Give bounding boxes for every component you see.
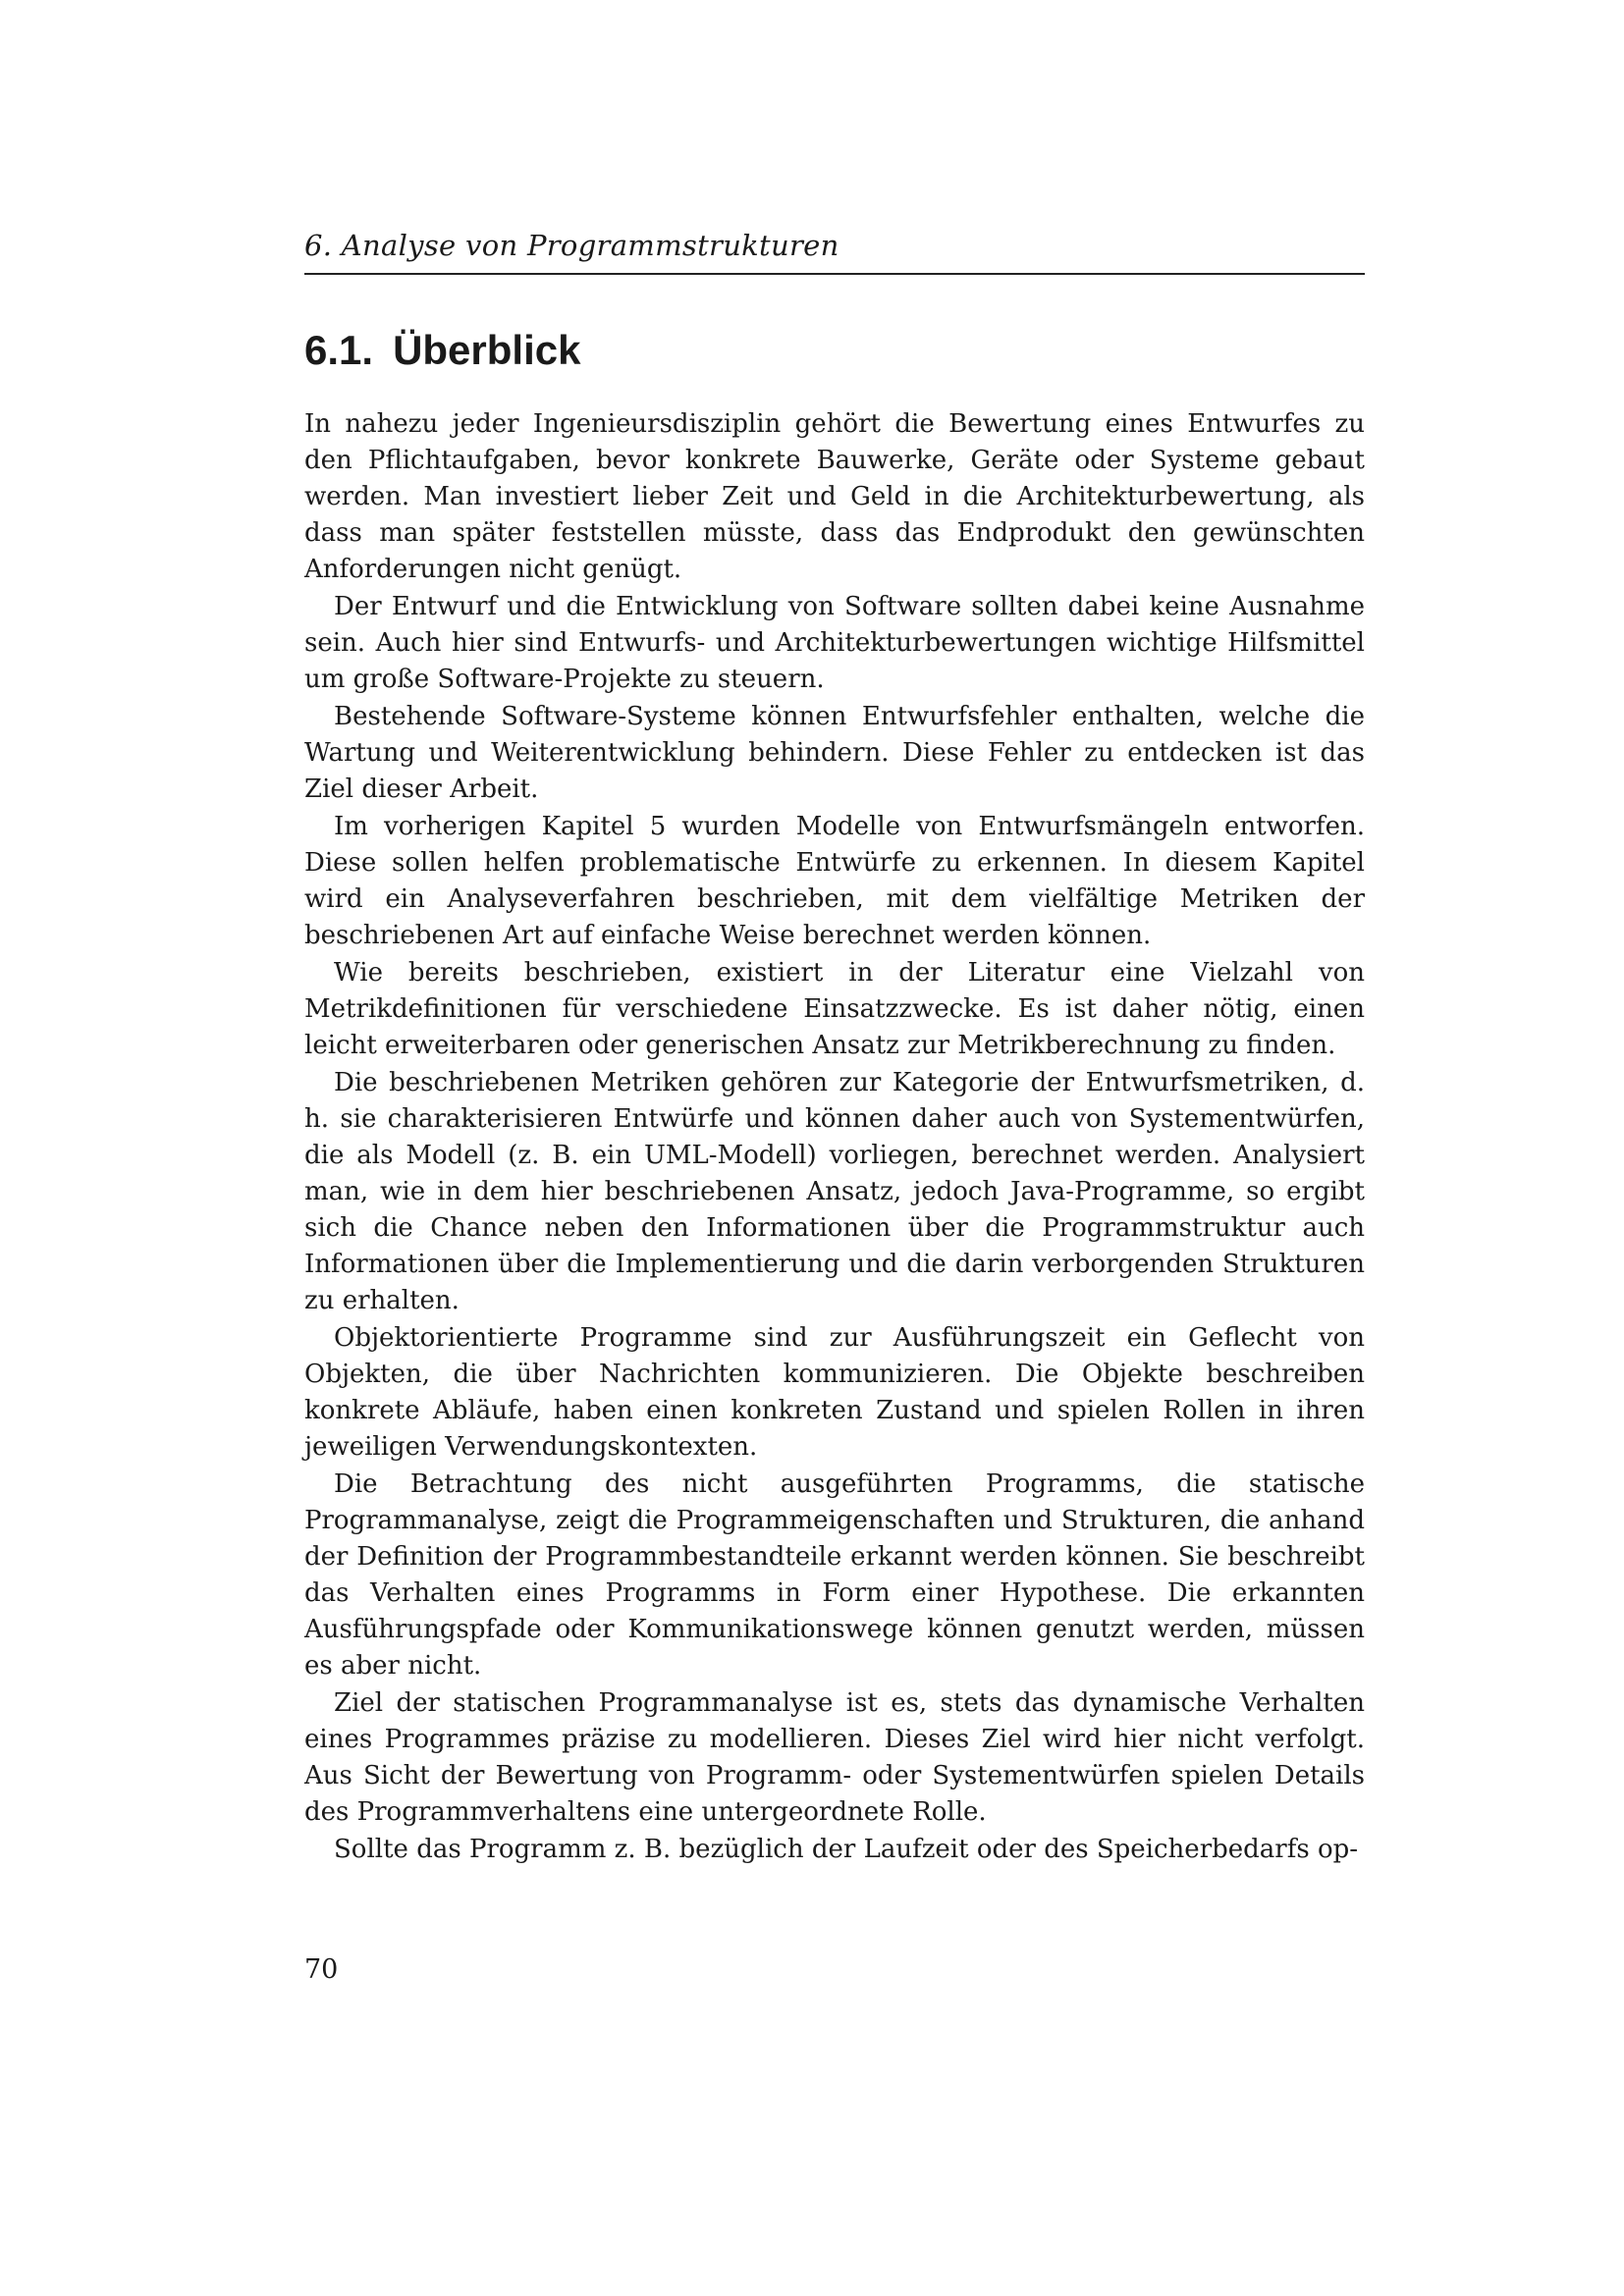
running-header: 6. Analyse von Programmstrukturen: [304, 229, 839, 262]
header-rule: [304, 273, 1365, 275]
paragraph: Sollte das Programm z. B. bezüglich der Laufzeit oder des Speicherbedarfs op-: [334, 1835, 1359, 1864]
section-heading: [304, 326, 1365, 375]
paragraph: Im vorherigen Kapitel 5 wurden Modelle von Entwurfsmängeln entworfen. Diese sollen helfen problematische Entwürfe zu erkennen. In diesem Kapitel wird ein Analyseverfahren beschrieben, mit dem vielfältige Metriken der beschriebenen Art auf einfache Weise berechnet werden können.: [304, 812, 1365, 950]
paragraph: Ziel der statischen Programmanalyse ist es, stets das dynamische Verhalten eines Programmes präzise zu modellieren. Dieses Ziel wird hier nicht verfolgt. Aus Sicht der Bewertung von Programm- oder Systementwürfen spielen Details des Programmverhaltens eine untergeordnete Rolle.: [304, 1688, 1365, 1827]
paragraph: In nahezu jeder Ingenieursdisziplin gehört die Bewertung eines Entwurfes zu den Pflichtaufgaben, bevor konkrete Bauwerke, Geräte oder Systeme gebaut werden. Man investiert lieber Zeit und Geld in die Architekturbewertung, als dass man später feststellen müsste, dass das Endprodukt den gewünschten Anforderungen nicht genügt.: [304, 409, 1365, 584]
paragraph: Die beschriebenen Metriken gehören zur Kategorie der Entwurfsmetriken, d. h. sie charakterisieren Entwürfe und können daher auch von Systementwürfen, die als Modell (z. B. ein UML-Modell) vorliegen, berechnet werden. Analysiert man, wie in dem hier beschriebenen Ansatz, jedoch Java-Programme, so ergibt sich die Chance neben den Informationen über die Programmstruktur auch Informationen über die Implementierung und die darin verborgenden Strukturen zu erhalten.: [304, 1068, 1365, 1315]
section-number: 6.1.: [304, 327, 374, 373]
page-number: 70: [304, 1954, 339, 1985]
paragraph: Der Entwurf und die Entwicklung von Software sollten dabei keine Ausnahme sein. Auch hier sind Entwurfs- und Architekturbewertungen wichtige Hilfsmittel um große Software-Projekte zu steuern.: [304, 592, 1365, 694]
section-title: Überblick: [393, 327, 581, 373]
paragraph: Bestehende Software-Systeme können Entwurfsfehler enthalten, welche die Wartung und Weiterentwicklung behindern. Diese Fehler zu entdecken ist das Ziel dieser Arbeit.: [304, 702, 1365, 804]
paragraph: Die Betrachtung des nicht ausgeführten Programms, die statische Programmanalyse, zeigt die Programmeigenschaften und Strukturen, die anhand der Definition der Programmbestandteile erkannt werden können. Sie beschreibt das Verhalten eines Programms in Form einer Hypothese. Die erkannten Ausführungspfade oder Kommunikationswege können genutzt werden, müssen es aber nicht.: [304, 1469, 1365, 1681]
body-text: [304, 406, 1365, 1869]
paragraph: Wie bereits beschrieben, existiert in der Literatur eine Vielzahl von Metrikdefinitionen für verschiedene Einsatzzwecke. Es ist daher nötig, einen leicht erweiterbaren oder generischen Ansatz zur Metrikberechnung zu finden.: [304, 958, 1365, 1060]
paragraph: Objektorientierte Programme sind zur Ausführungszeit ein Geflecht von Objekten, die über Nachrichten kommunizieren. Die Objekte beschreiben konkrete Abläufe, haben einen konkreten Zustand und spielen Rollen in ihren jeweiligen Verwendungskontexten.: [304, 1323, 1365, 1462]
